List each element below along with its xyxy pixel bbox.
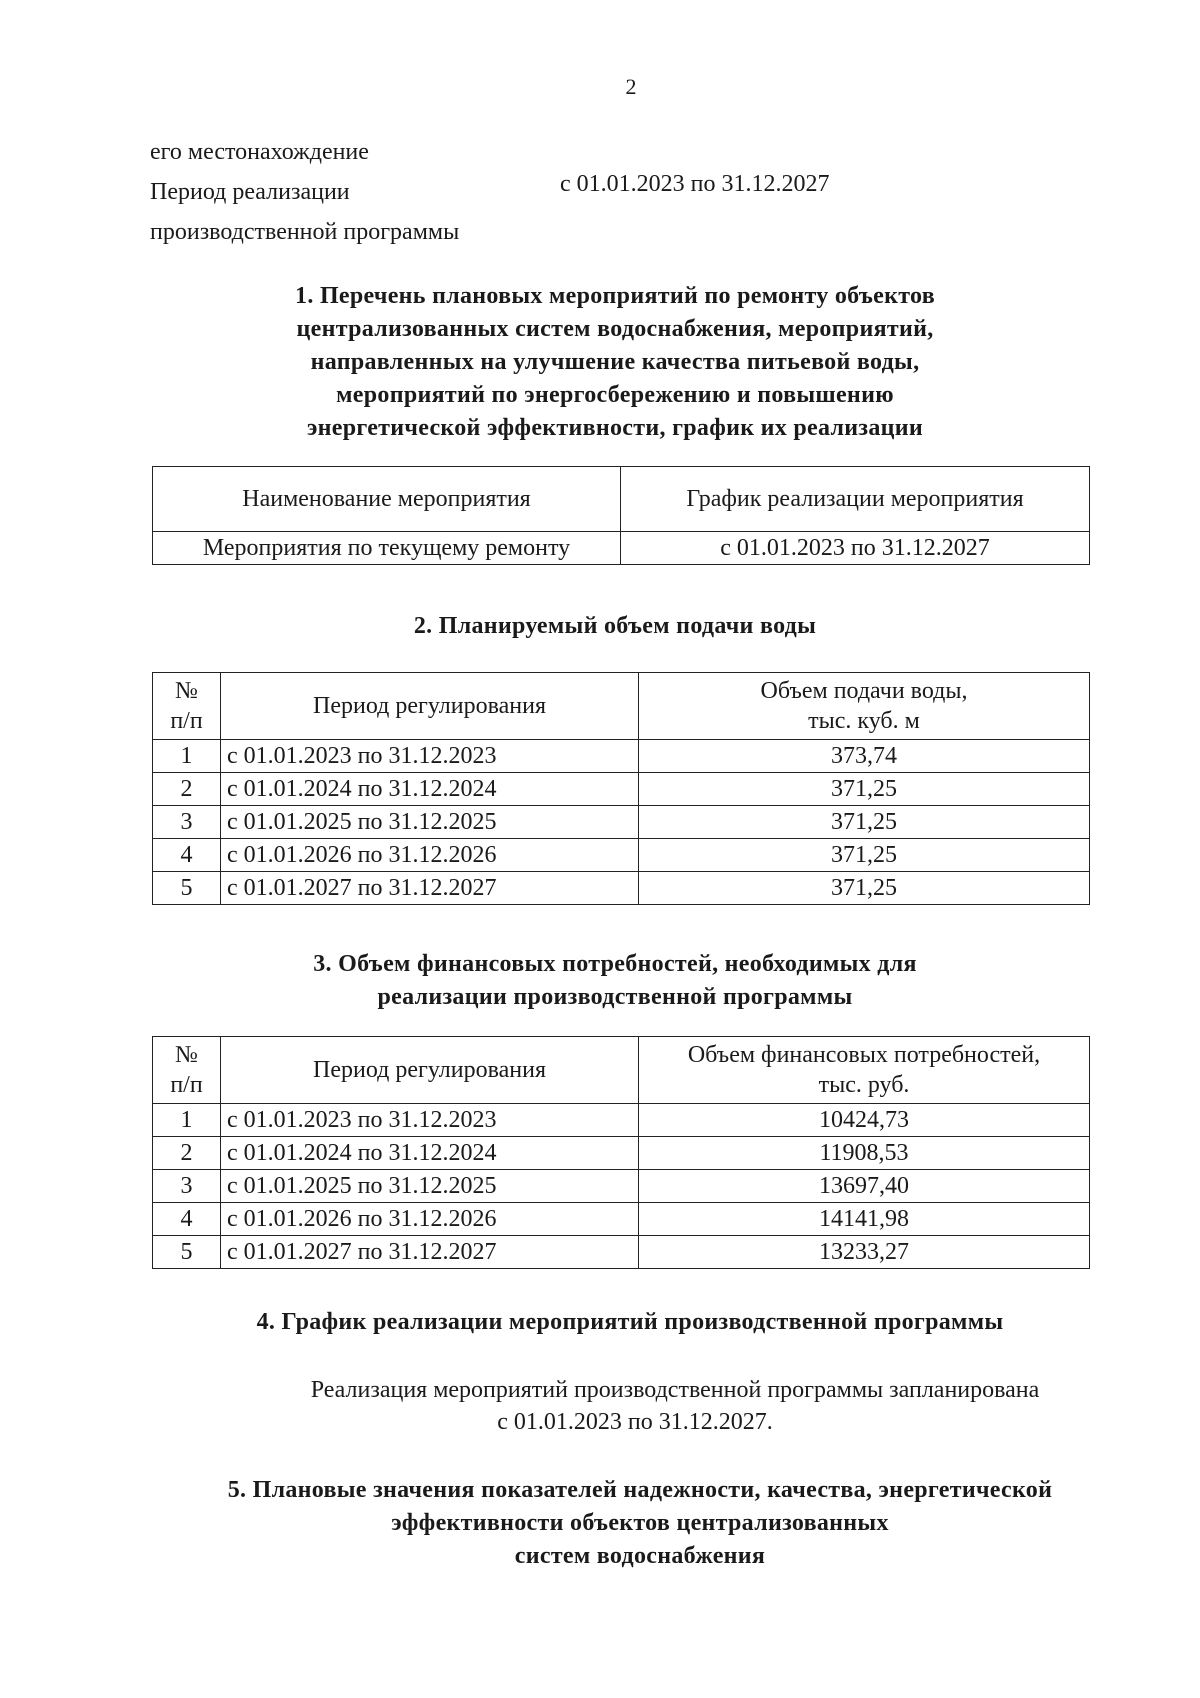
header-number bbox=[153, 673, 221, 740]
section1-title-line: централизованных систем водоснабжения, мероприятий, bbox=[296, 316, 934, 342]
row-number: 1 bbox=[153, 1104, 221, 1137]
header-number bbox=[153, 1037, 221, 1104]
row-value: 371,25 bbox=[639, 839, 1090, 872]
section5-title bbox=[130, 1474, 1150, 1573]
row-period: с 01.01.2023 по 31.12.2023 bbox=[221, 1104, 639, 1137]
table-row bbox=[153, 740, 1090, 773]
activity-name-cell: Мероприятия по текущему ремонту bbox=[153, 532, 621, 565]
table-row bbox=[153, 839, 1090, 872]
row-number: 2 bbox=[153, 773, 221, 806]
page-number: 2 bbox=[625, 74, 637, 99]
header-volume-line: Объем подачи воды, bbox=[760, 678, 968, 704]
table-row bbox=[153, 1137, 1090, 1170]
row-period: с 01.01.2024 по 31.12.2024 bbox=[221, 1137, 639, 1170]
row-period: с 01.01.2024 по 31.12.2024 bbox=[221, 773, 639, 806]
section4-text-line: с 01.01.2023 по 31.12.2027. bbox=[497, 1409, 773, 1435]
header-number-line: п/п bbox=[170, 708, 203, 734]
table-row bbox=[153, 532, 1090, 565]
header-financial-line: Объем финансовых потребностей, bbox=[687, 1042, 1041, 1068]
section4-text-line: Реализация мероприятий производственной программы запланирована bbox=[310, 1377, 1040, 1403]
row-period: с 01.01.2023 по 31.12.2023 bbox=[221, 740, 639, 773]
row-period: с 01.01.2025 по 31.12.2025 bbox=[221, 1170, 639, 1203]
header-number-line: № bbox=[175, 1042, 198, 1068]
section3-title-line: реализации производственной программы bbox=[377, 984, 853, 1010]
header-period: Период регулирования bbox=[221, 1037, 639, 1104]
water-supply-table bbox=[152, 672, 1090, 905]
row-period: с 01.01.2027 по 31.12.2027 bbox=[221, 1236, 639, 1269]
header-number-line: п/п bbox=[170, 1072, 203, 1098]
row-number: 3 bbox=[153, 1170, 221, 1203]
section1-title-line: направленных на улучшение качества питьевой воды, bbox=[310, 349, 920, 375]
table-row bbox=[153, 1170, 1090, 1203]
section4-text bbox=[140, 1374, 1130, 1438]
row-value: 13697,40 bbox=[639, 1170, 1090, 1203]
header-number-line: № bbox=[175, 678, 198, 704]
section3-title-line: 3. Объем финансовых потребностей, необходимых для bbox=[313, 951, 917, 977]
table-row bbox=[153, 773, 1090, 806]
table-row bbox=[153, 806, 1090, 839]
table-row bbox=[153, 1104, 1090, 1137]
row-period: с 01.01.2026 по 31.12.2026 bbox=[221, 839, 639, 872]
section1-title-line: энергетической эффективности, график их реализации bbox=[306, 415, 924, 441]
row-value: 373,74 bbox=[639, 740, 1090, 773]
row-value: 14141,98 bbox=[639, 1203, 1090, 1236]
row-number: 5 bbox=[153, 1236, 221, 1269]
table-header-row bbox=[153, 1037, 1090, 1104]
header-activity-schedule: График реализации мероприятия bbox=[621, 467, 1090, 532]
section2-title: 2. Планируемый объем подачи воды bbox=[413, 613, 817, 639]
header-volume bbox=[639, 673, 1090, 740]
section1-title-line: мероприятий по энергосбережению и повышению bbox=[336, 382, 894, 408]
table-header-row bbox=[153, 467, 1090, 532]
financial-needs-table bbox=[152, 1036, 1090, 1269]
table-row bbox=[153, 872, 1090, 905]
table-row bbox=[153, 1236, 1090, 1269]
meta-period-value: с 01.01.2023 по 31.12.2027 bbox=[560, 171, 830, 197]
row-number: 4 bbox=[153, 839, 221, 872]
header-period: Период регулирования bbox=[221, 673, 639, 740]
section1-title-line: 1. Перечень плановых мероприятий по ремонту объектов bbox=[295, 283, 935, 309]
section5-title-line: 5. Плановые значения показателей надежности, качества, энергетической bbox=[227, 1477, 1053, 1503]
section4-title: 4. График реализации мероприятий производственной программы bbox=[256, 1309, 1004, 1335]
header-activity-name: Наименование мероприятия bbox=[153, 467, 621, 532]
row-number: 5 bbox=[153, 872, 221, 905]
table-header-row bbox=[153, 673, 1090, 740]
row-value: 371,25 bbox=[639, 806, 1090, 839]
row-value: 11908,53 bbox=[639, 1137, 1090, 1170]
table-row bbox=[153, 1203, 1090, 1236]
section1-title bbox=[140, 280, 1090, 445]
meta-program-label: производственной программы bbox=[150, 219, 460, 245]
row-period: с 01.01.2025 по 31.12.2025 bbox=[221, 806, 639, 839]
row-number: 1 bbox=[153, 740, 221, 773]
row-value: 13233,27 bbox=[639, 1236, 1090, 1269]
row-number: 4 bbox=[153, 1203, 221, 1236]
row-period: с 01.01.2026 по 31.12.2026 bbox=[221, 1203, 639, 1236]
section3-title bbox=[140, 948, 1090, 1014]
program-meta bbox=[150, 132, 830, 252]
row-period: с 01.01.2027 по 31.12.2027 bbox=[221, 872, 639, 905]
meta-period-label: Период реализации bbox=[150, 179, 350, 205]
activity-schedule-cell: с 01.01.2023 по 31.12.2027 bbox=[621, 532, 1090, 565]
meta-location-label: его местонахождение bbox=[150, 139, 369, 165]
activities-table bbox=[152, 466, 1090, 565]
row-number: 3 bbox=[153, 806, 221, 839]
row-value: 10424,73 bbox=[639, 1104, 1090, 1137]
row-number: 2 bbox=[153, 1137, 221, 1170]
row-value: 371,25 bbox=[639, 773, 1090, 806]
header-financial-line: тыс. руб. bbox=[818, 1072, 910, 1098]
section5-title-line: систем водоснабжения bbox=[514, 1543, 766, 1569]
section5-title-line: эффективности объектов централизованных bbox=[391, 1510, 889, 1536]
header-volume-line: тыс. куб. м bbox=[808, 708, 920, 734]
row-value: 371,25 bbox=[639, 872, 1090, 905]
header-financial-volume bbox=[639, 1037, 1090, 1104]
